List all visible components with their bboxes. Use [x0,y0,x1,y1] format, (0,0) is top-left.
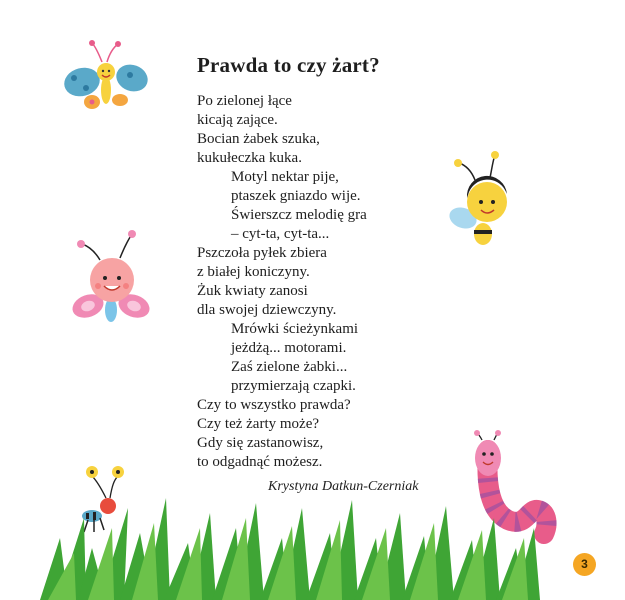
poem-line: Po zielonej łące [197,93,292,109]
poem-author: Krystyna Datkun-Czerniak [268,479,419,494]
poem-line: Gdy się zastanowisz, [197,435,324,451]
poem-line: Motyl nektar pije, [231,169,339,185]
poem-line: jeżdżą... motorami. [231,340,347,356]
pink-butterfly-icon [62,228,157,328]
poem-line: Mrówki ścieżynkami [231,321,359,337]
poem-body [197,92,457,472]
poem-line: Pszczoła pyłek zbiera [197,245,327,261]
grass-icon [40,478,540,600]
poem-line: ptaszek gniazdo wije. [231,188,361,204]
bee-icon [445,150,525,250]
poem-line: Żuk kwiaty zanosi [197,283,308,299]
page-number-badge: 3 [573,553,596,576]
poem-line: Czy też żarty może? [197,416,320,432]
poem-line: dla swojej dziewczyny. [197,302,337,318]
butterfly-icon [62,40,152,115]
poem-line: – cyt-ta, cyt-ta... [231,226,330,242]
poem-line: przymierzają czapki. [231,378,356,394]
poem-line: to odgadnąć możesz. [197,454,323,470]
poem-line: Zaś zielone żabki... [231,359,348,375]
poem-line: kicają zające. [197,112,278,128]
poem-line: z białej koniczyny. [197,264,310,280]
poem-line: Czy to wszystko prawda? [197,397,351,413]
poem-line: Bocian żabek szuka, [197,131,320,147]
poem-title: Prawda to czy żart? [197,53,380,77]
poem-line: Świerszcz melodię gra [231,207,367,223]
poem-line: kukułeczka kuka. [197,150,302,166]
